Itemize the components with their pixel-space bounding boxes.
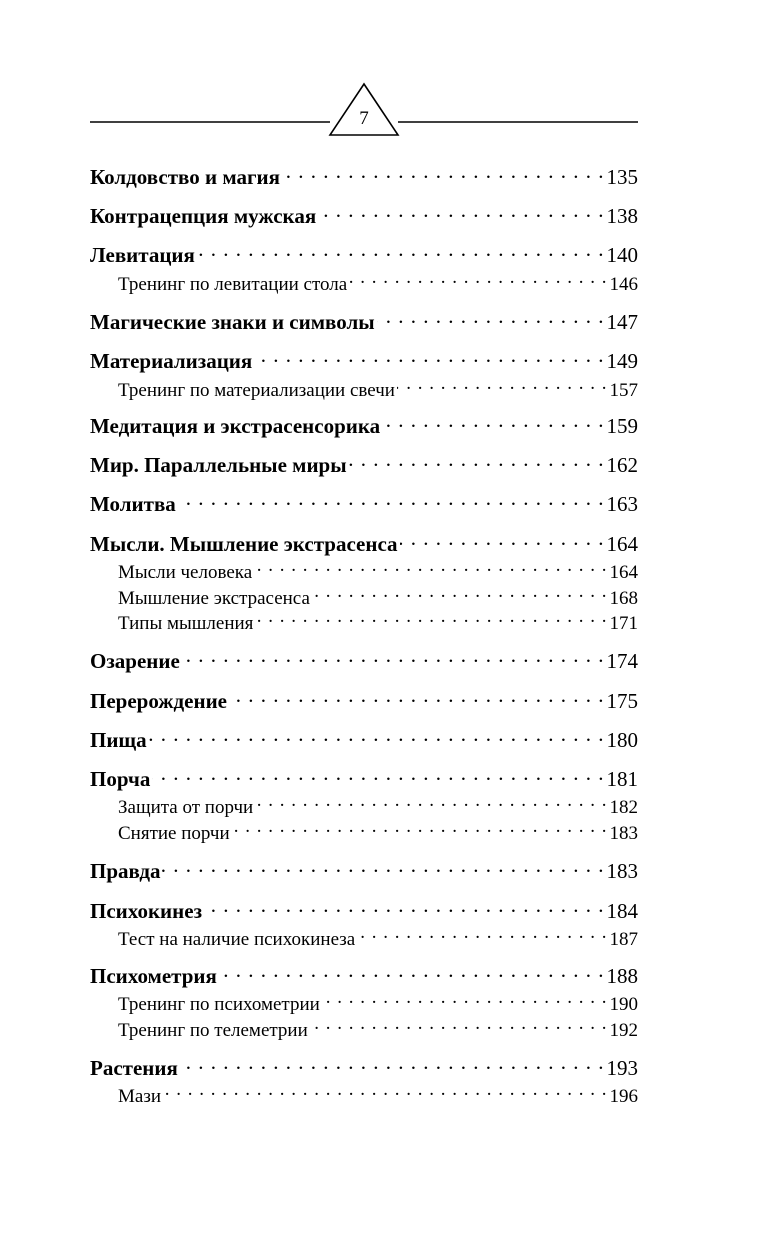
dot-leader bbox=[282, 163, 605, 184]
toc-entry-page: 188 bbox=[606, 964, 638, 988]
toc-entry[interactable] bbox=[90, 412, 638, 439]
toc-subentry-title: Защита от порчи bbox=[118, 797, 254, 818]
toc-entry-page: 181 bbox=[606, 767, 638, 791]
toc-subentry[interactable] bbox=[118, 610, 638, 636]
toc-entry-title: Мысли. Мышление экстрасенса bbox=[90, 532, 398, 556]
toc-entry-title: Молитва bbox=[90, 492, 176, 516]
toc-entry-title: Медитация и экстрасенсорика bbox=[90, 414, 381, 438]
toc-subentry-title: Снятие порчи bbox=[118, 823, 230, 844]
toc-subentry-page: 164 bbox=[609, 562, 638, 583]
toc-subentry-page: 146 bbox=[609, 274, 638, 295]
toc-entry[interactable] bbox=[90, 765, 638, 792]
toc-entry-title: Психометрия bbox=[90, 964, 217, 988]
toc-entry[interactable] bbox=[90, 202, 638, 229]
toc-entry-page: 183 bbox=[606, 859, 638, 883]
toc-subentry-page: 182 bbox=[609, 797, 638, 818]
dot-leader bbox=[229, 687, 604, 708]
toc-entry-title: Пища bbox=[90, 728, 147, 752]
toc-subentry[interactable] bbox=[118, 559, 638, 585]
dot-leader bbox=[255, 794, 607, 813]
toc-subentry-page: 171 bbox=[609, 613, 638, 634]
toc-subentry-title: Тест на наличие психокинеза bbox=[118, 929, 356, 950]
toc-entry[interactable] bbox=[90, 308, 638, 335]
toc-subentry-page: 196 bbox=[609, 1086, 638, 1107]
toc-subentry[interactable] bbox=[118, 1017, 638, 1043]
toc-subentry-title: Тренинг по материализации свечи bbox=[118, 380, 395, 401]
toc-entry-page: 164 bbox=[606, 532, 638, 556]
dot-leader bbox=[149, 726, 605, 747]
dot-leader bbox=[182, 647, 605, 668]
toc-subentry[interactable] bbox=[118, 377, 638, 403]
dot-leader bbox=[219, 962, 605, 983]
toc-subentry[interactable] bbox=[118, 1083, 638, 1109]
toc-subentry[interactable] bbox=[118, 991, 638, 1017]
toc-entry[interactable] bbox=[90, 897, 638, 924]
toc-entry-title: Перерождение bbox=[90, 689, 228, 713]
toc-entry[interactable] bbox=[90, 451, 638, 478]
dot-leader bbox=[400, 530, 605, 551]
toc-entry-page: 162 bbox=[606, 453, 638, 477]
toc-entry-page: 193 bbox=[606, 1056, 638, 1080]
dot-leader bbox=[397, 377, 608, 396]
toc-entry-page: 174 bbox=[606, 649, 638, 673]
toc-entry-title: Колдовство и магия bbox=[90, 165, 280, 189]
toc-entry[interactable] bbox=[90, 962, 638, 989]
dot-leader bbox=[163, 1083, 607, 1102]
dot-leader bbox=[322, 991, 608, 1010]
toc-subentry-title: Тренинг по телеметрии bbox=[118, 1020, 308, 1041]
toc-subentry[interactable] bbox=[118, 794, 638, 820]
toc-entry-title: Растения bbox=[90, 1056, 178, 1080]
toc-entry[interactable] bbox=[90, 241, 638, 268]
toc-subentry-page: 168 bbox=[609, 588, 638, 609]
toc-entry-title: Материализация bbox=[90, 349, 253, 373]
toc-subentry-page: 183 bbox=[609, 823, 638, 844]
dot-leader bbox=[377, 308, 605, 329]
toc-subentry[interactable] bbox=[118, 585, 638, 611]
toc-subentry-title: Мази bbox=[118, 1086, 162, 1107]
toc-entry-page: 163 bbox=[606, 492, 638, 516]
toc-entry-title: Озарение bbox=[90, 649, 180, 673]
toc-entry[interactable] bbox=[90, 163, 638, 190]
toc-entry-page: 175 bbox=[606, 689, 638, 713]
dot-leader bbox=[254, 347, 604, 368]
toc-entry[interactable] bbox=[90, 1054, 638, 1081]
toc-entry-page: 140 bbox=[606, 243, 638, 267]
dot-leader bbox=[382, 412, 604, 433]
toc-entry-title: Правда bbox=[90, 859, 161, 883]
toc-entry-page: 138 bbox=[606, 204, 638, 228]
toc-subentry-title: Мысли человека bbox=[118, 562, 253, 583]
toc-subentry-page: 192 bbox=[609, 1020, 638, 1041]
dot-leader bbox=[204, 897, 604, 918]
toc-entry-page: 149 bbox=[606, 349, 638, 373]
toc-subentry-title: Тренинг по левитации стола bbox=[118, 274, 348, 295]
toc-entry-page: 180 bbox=[606, 728, 638, 752]
toc-entry-page: 135 bbox=[606, 165, 638, 189]
toc-entry[interactable] bbox=[90, 490, 638, 517]
toc-entry[interactable] bbox=[90, 857, 638, 884]
dot-leader bbox=[232, 820, 608, 839]
dot-leader bbox=[357, 926, 607, 945]
dot-leader bbox=[255, 610, 607, 629]
toc-entry[interactable] bbox=[90, 347, 638, 374]
dot-leader bbox=[162, 857, 604, 878]
toc-entry[interactable] bbox=[90, 647, 638, 674]
toc-entry-page: 184 bbox=[606, 899, 638, 923]
toc-entry-page: 159 bbox=[606, 414, 638, 438]
toc-entry-title: Мир. Параллельные миры bbox=[90, 453, 347, 477]
dot-leader bbox=[349, 271, 607, 290]
toc-entry[interactable] bbox=[90, 726, 638, 753]
toc-entry-title: Психокинез bbox=[90, 899, 203, 923]
toc-entry[interactable] bbox=[90, 687, 638, 714]
toc-entry-page: 147 bbox=[606, 310, 638, 334]
toc-subentry-page: 190 bbox=[609, 994, 638, 1015]
dot-leader bbox=[197, 241, 605, 262]
toc-entry-title: Контрацепция мужская bbox=[90, 204, 317, 228]
toc-subentry-title: Мышление экстрасенса bbox=[118, 588, 310, 609]
dot-leader bbox=[312, 585, 608, 604]
dot-leader bbox=[349, 451, 605, 472]
toc-subentry[interactable] bbox=[118, 926, 638, 952]
toc-subentry[interactable] bbox=[118, 271, 638, 297]
toc-subentry[interactable] bbox=[118, 820, 638, 846]
toc-entry-title: Порча bbox=[90, 767, 151, 791]
toc-subentry-page: 157 bbox=[609, 380, 638, 401]
toc-entry[interactable] bbox=[90, 530, 638, 557]
dot-leader bbox=[180, 1054, 605, 1075]
dot-leader bbox=[152, 765, 604, 786]
toc-subentry-page: 187 bbox=[609, 929, 638, 950]
toc-subentry-title: Тренинг по психометрии bbox=[118, 994, 320, 1015]
dot-leader bbox=[318, 202, 604, 223]
dot-leader bbox=[254, 559, 607, 578]
page-number: 7 bbox=[359, 108, 369, 129]
dot-leader bbox=[310, 1017, 608, 1036]
dot-leader bbox=[178, 490, 605, 511]
toc-entry-title: Левитация bbox=[90, 243, 195, 267]
toc-subentry-title: Типы мышления bbox=[118, 613, 254, 634]
toc-entry-title: Магические знаки и символы bbox=[90, 310, 375, 334]
